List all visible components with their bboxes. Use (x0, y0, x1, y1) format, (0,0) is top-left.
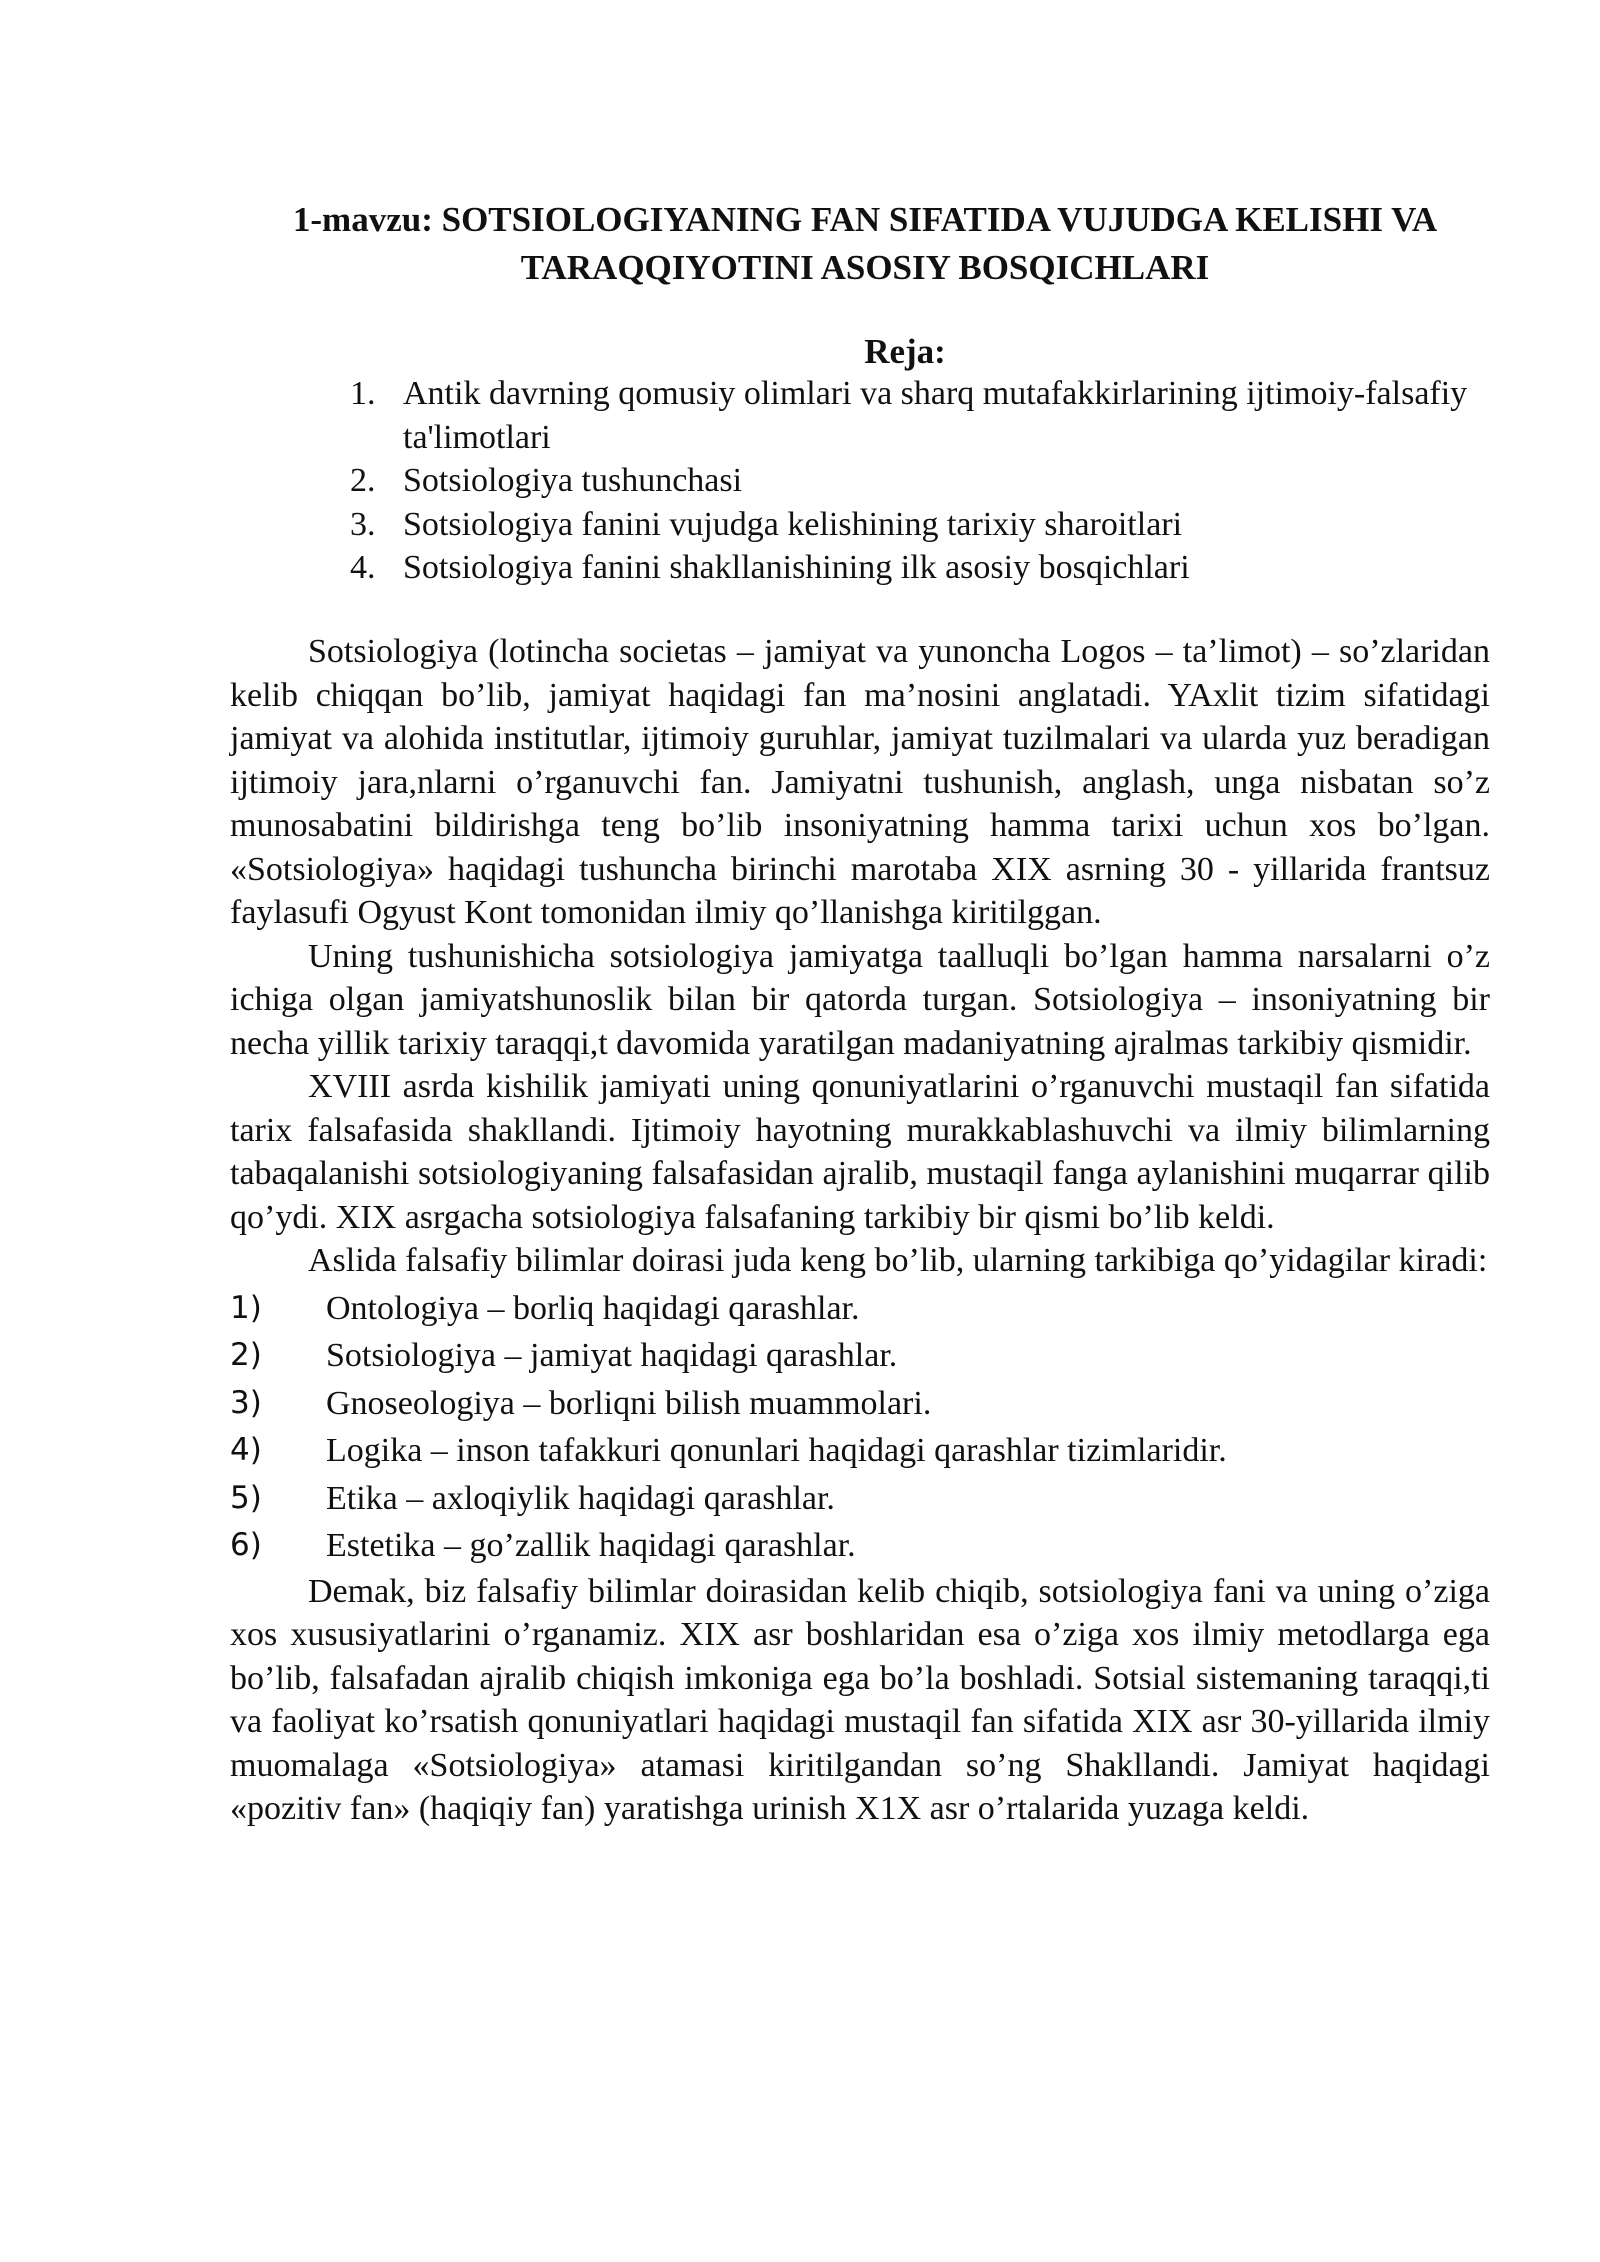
plan-item-text: Antik davrning qomusiy olimlari va sharq mutafakkirlarining ijtimoiy-falsafiy ta'limotlari (403, 375, 1468, 456)
list-item-text: Etika – axloqiylik haqidagi qarashlar. (326, 1479, 835, 1517)
plan-item (350, 459, 1500, 503)
body-text (230, 630, 1490, 1831)
philosophy-branches-list (230, 1285, 1490, 1570)
list-item-text: Logika – inson tafakkuri qonunlari haqidagi qarashlar tizimlaridir. (326, 1432, 1227, 1469)
list-item (230, 1475, 1490, 1523)
list-marker: 3) (230, 1384, 262, 1421)
list-marker: 6) (230, 1527, 262, 1563)
plan-item-text: Sotsiologiya fanini shakllanishining ilk asosiy bosqichlari (403, 549, 1190, 586)
list-item-text: Sotsiologiya – jamiyat haqidagi qarashlar. (326, 1337, 898, 1374)
list-item (230, 1522, 1490, 1570)
closing-paragraph: Demak, biz falsafiy bilimlar doirasidan kelib chiqib, sotsiologiya fani va uning o’ziga xos xususiyatlarini o’rganamiz. XIX asr boshlaridan esa o’ziga xos ilmiy metodlarga ega bo’lib, falsafadan ajralib chiqish imkoniga ega bo’la boshladi. Sotsial sistemaning taraqqi,ti va faoliyat ko’rsatish qonuniyatlari haqidagi mustaqil fan sifatida XIX asr 30-yillarida ilmiy muomalaga «Sotsiologiya» atamasi kiritilgandan so’ng Shakllandi. Jamiyat haqidagi «pozitiv fan» (haqiqiy fan) yaratishga urinish X1X asr o’rtalarida yuzaga keldi. (230, 1572, 1490, 1827)
list-item-text: Ontologiya – borliq haqidagi qarashlar. (326, 1289, 860, 1327)
list-marker: 4) (230, 1432, 262, 1468)
paragraph: XVIII asrda kishilik jamiyati uning qonuniyatlarini o’rganuvchi mustaqil fan sifatida tarix falsafasida shakllandi. Ijtimoiy hayotning murakkablashuvchi va ilmiy bilimlarning tabaqalanishi sotsiologiyaning falsafasidan ajralib, mustaqil fanga aylanishini muqarrar qilib qo’ydi. XIX asrgacha sotsiologiya falsafaning tarkibiy bir qismi bo’lib keldi. (230, 1068, 1490, 1236)
list-item (230, 1285, 1490, 1333)
paragraph: Sotsiologiya (lotincha societas – jamiyat va yunoncha Logos – ta’limot) – so’zlaridan kelib chiqqan bo’lib, jamiyat haqidagi fan ma’nosini anglatadi. YAxlit tizim sifatidagi jamiyat va alohida institutlar, ijtimoiy guruhlar, jamiyat tuzilmalari va ularda yuz beradigan ijtimoiy jara,nlarni o’rganuvchi fan. Jamiyatni tushunish, anglash, unga nisbatan so’z munosabatini bildirishga teng bo’lib insoniyatning hamma tarixi uchun xos bo’lgan. «Sotsiologiya» haqidagi tushuncha birinchi marotaba XIX asrning 30 - yillarida frantsuz faylasufi Ogyust Kont tomonidan ilmiy qo’llanishga kiritilggan. (230, 633, 1490, 931)
plan-item (350, 372, 1500, 459)
plan-item (350, 546, 1500, 590)
list-item (230, 1380, 1490, 1428)
plan-item-text: Sotsiologiya fanini vujudga kelishining tarixiy sharoitlari (403, 505, 1183, 543)
plan-heading: Reja: (864, 332, 946, 371)
plan-item-number: 1. (350, 375, 376, 412)
paragraph: Aslida falsafiy bilimlar doirasi juda keng bo’lib, ularning tarkibiga qo’yidagilar kiradi: (308, 1242, 1488, 1279)
plan-item-number: 3. (350, 505, 376, 543)
list-marker: 5) (230, 1479, 262, 1516)
list-marker: 1) (230, 1289, 262, 1326)
list-item (230, 1332, 1490, 1380)
plan-item-number: 2. (350, 462, 376, 499)
plan-item-text: Sotsiologiya tushunchasi (403, 462, 743, 499)
list-marker: 2) (230, 1337, 262, 1373)
plan-item (350, 503, 1500, 547)
paragraph: Uning tushunishicha sotsiologiya jamiyatga taalluqli bo’lgan hamma narsalarni o’z ichiga olgan jamiyatshunoslik bilan bir qatorda turgan. Sotsiologiya – insoniyatning bir necha yillik tarixiy taraqqi,t davomida yaratilgan madaniyatning ajralmas tarkibiy qismidir. (230, 937, 1490, 1062)
plan-list (350, 372, 1500, 590)
list-item-text: Estetika – go’zallik haqidagi qarashlar. (326, 1527, 856, 1564)
list-item (230, 1427, 1490, 1475)
plan-item-number: 4. (350, 549, 376, 586)
list-item-text: Gnoseologiya – borliqni bilish muammolari. (326, 1384, 932, 1422)
document-title: 1-mavzu: SOTSIOLOGIYANING FAN SIFATIDA VUJUDGA KELISHI VA TARAQQIYOTINI ASOSIY BOSQICHLARI (292, 200, 1438, 287)
